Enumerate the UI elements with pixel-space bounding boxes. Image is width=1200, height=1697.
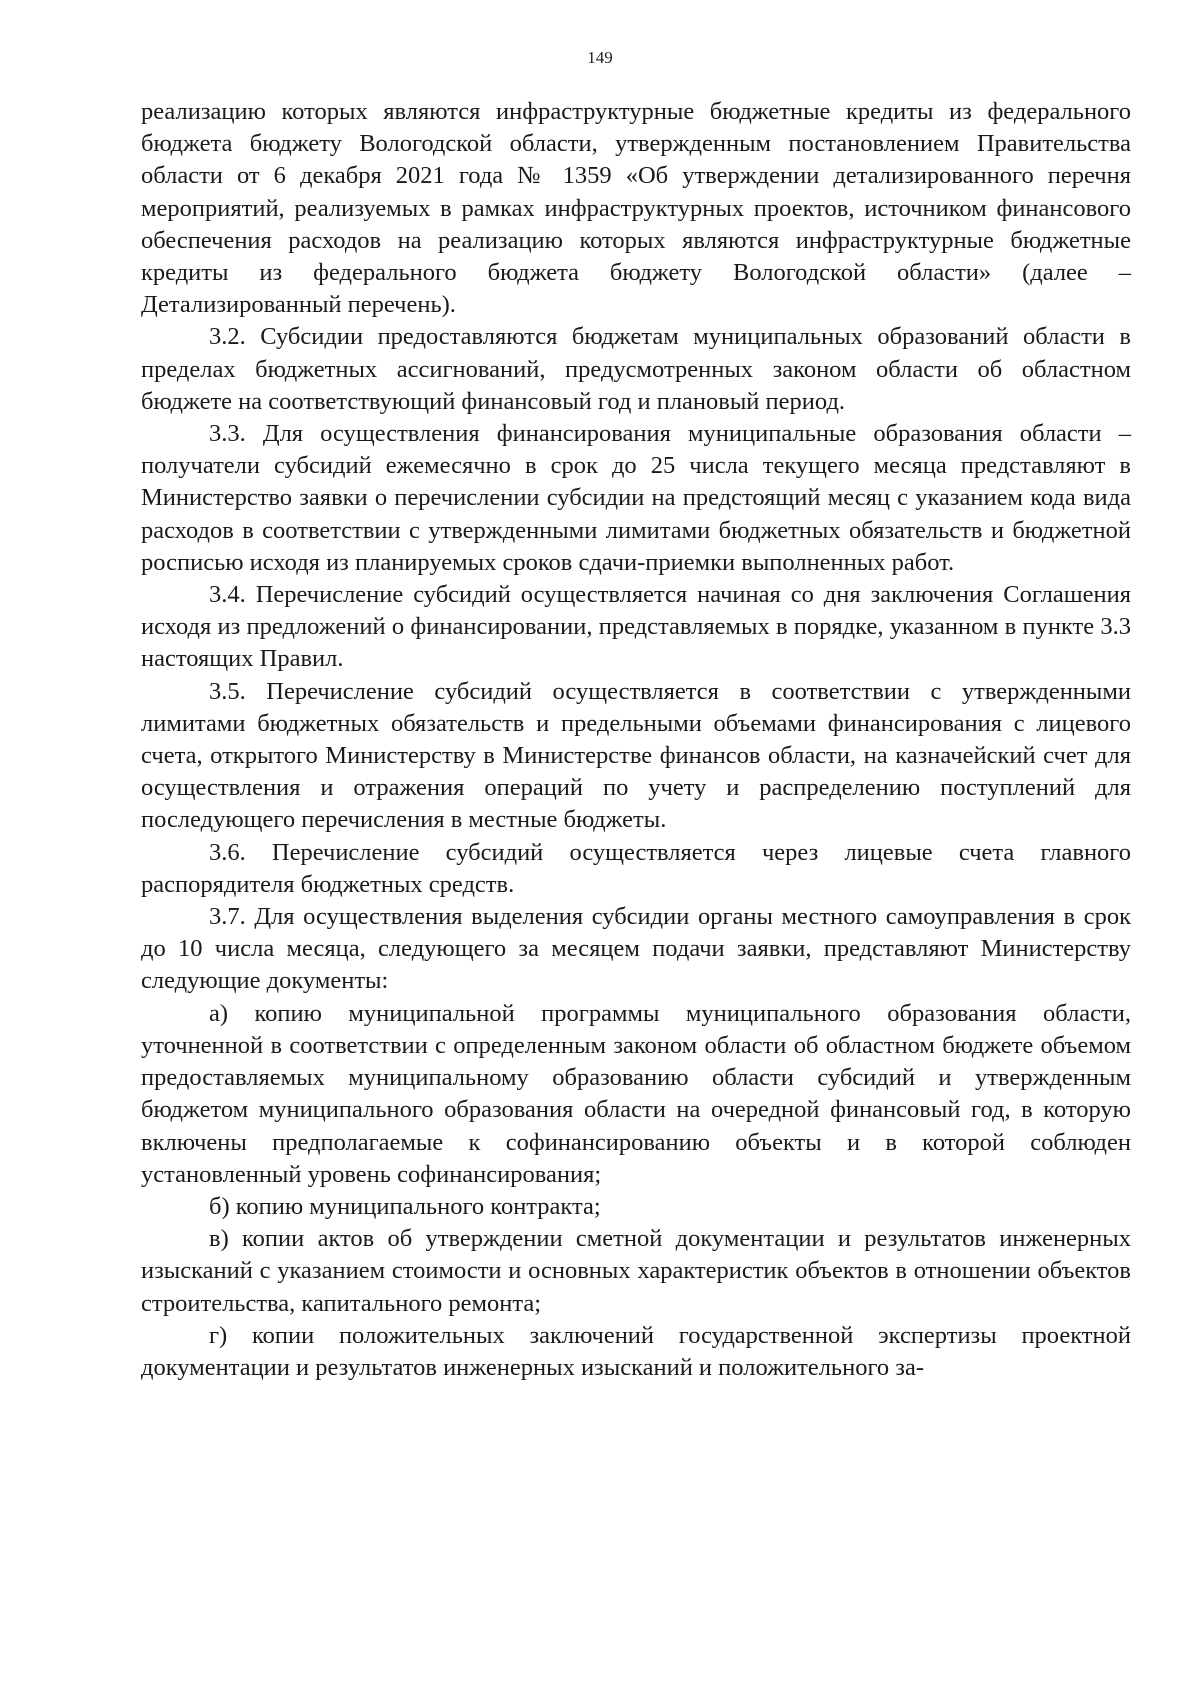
paragraph-3-4: 3.4. Перечисление субсидий осуществляется начиная со дня заключения Соглашения исходя из предложений о финансировании, представляемых в порядке, указанном в пункте 3.3 настоящих Правил.	[141, 581, 1131, 673]
paragraph-3-7: 3.7. Для осуществления выделения субсидии органы местного самоуправления в срок до 10 числа месяца, следующего за месяцем подачи заявки, представляют Министерству следующие документы:	[141, 903, 1131, 995]
document-body	[141, 96, 1131, 1384]
paragraph-continuation: реализацию которых являются инфраструктурные бюджетные кредиты из федерального бюджета бюджету Вологодской области, утвержденным постановлением Правительства области от 6 декабря 2021 года № 1359 «Об утверждении детализированного перечня мероприятий, реализуемых в рамках инфраструктурных проектов, источником финансового обеспечения расходов на реализацию которых являются инфраструктурные бюджетные кредиты из федерального бюджета бюджету Вологодской области» (далее – Детализированный перечень).	[141, 98, 1131, 319]
list-item-v: в) копии актов об утверждении сметной документации и результатов инженерных изысканий с указанием стоимости и основных характеристик объектов в отношении объектов строительства, капитального ремонта;	[141, 1225, 1131, 1317]
paragraph-3-5: 3.5. Перечисление субсидий осуществляется в соответствии с утвержденными лимитами бюджетных обязательств и предельными объемами финансирования с лицевого счета, открытого Министерству в Министерстве финансов области, на казначейский счет для осуществления и отражения операций по учету и распределению поступлений для последующего перечисления в местные бюджеты.	[141, 677, 1131, 834]
paragraph-3-2: 3.2. Субсидии предоставляются бюджетам муниципальных образований области в пределах бюджетных ассигнований, предусмотренных законом области об областном бюджете на соответствующий финансовый год и плановый период.	[141, 323, 1131, 415]
page-number: 149	[587, 48, 613, 67]
list-item-b: б) копию муниципального контракта;	[209, 1192, 601, 1220]
paragraph-3-6: 3.6. Перечисление субсидий осуществляется через лицевые счета главного распорядителя бюджетных средств.	[141, 838, 1131, 898]
paragraph-3-3: 3.3. Для осуществления финансирования муниципальные образования области – получатели субсидий ежемесячно в срок до 25 числа текущего месяца представляют в Министерство заявки о перечислении субсидии на предстоящий месяц с указанием кода вида расходов в соответствии с утвержденными лимитами бюджетных обязательств и бюджетной росписью исходя из планируемых сроков сдачи-приемки выполненных работ.	[141, 420, 1131, 576]
list-item-g: г) копии положительных заключений государственной экспертизы проектной документации и результатов инженерных изысканий и положительного за-	[141, 1321, 1131, 1381]
list-item-a: а) копию муниципальной программы муниципального образования области, уточненной в соответствии с определенным законом области об областном бюджете объемом предоставляемых муниципальному образованию области субсидий и утвержденным бюджетом муниципального образования области на очередной финансовый год, в которую включены предполагаемые к софинансированию объекты и в которой соблюден установленный уровень софинансирования;	[141, 999, 1131, 1188]
